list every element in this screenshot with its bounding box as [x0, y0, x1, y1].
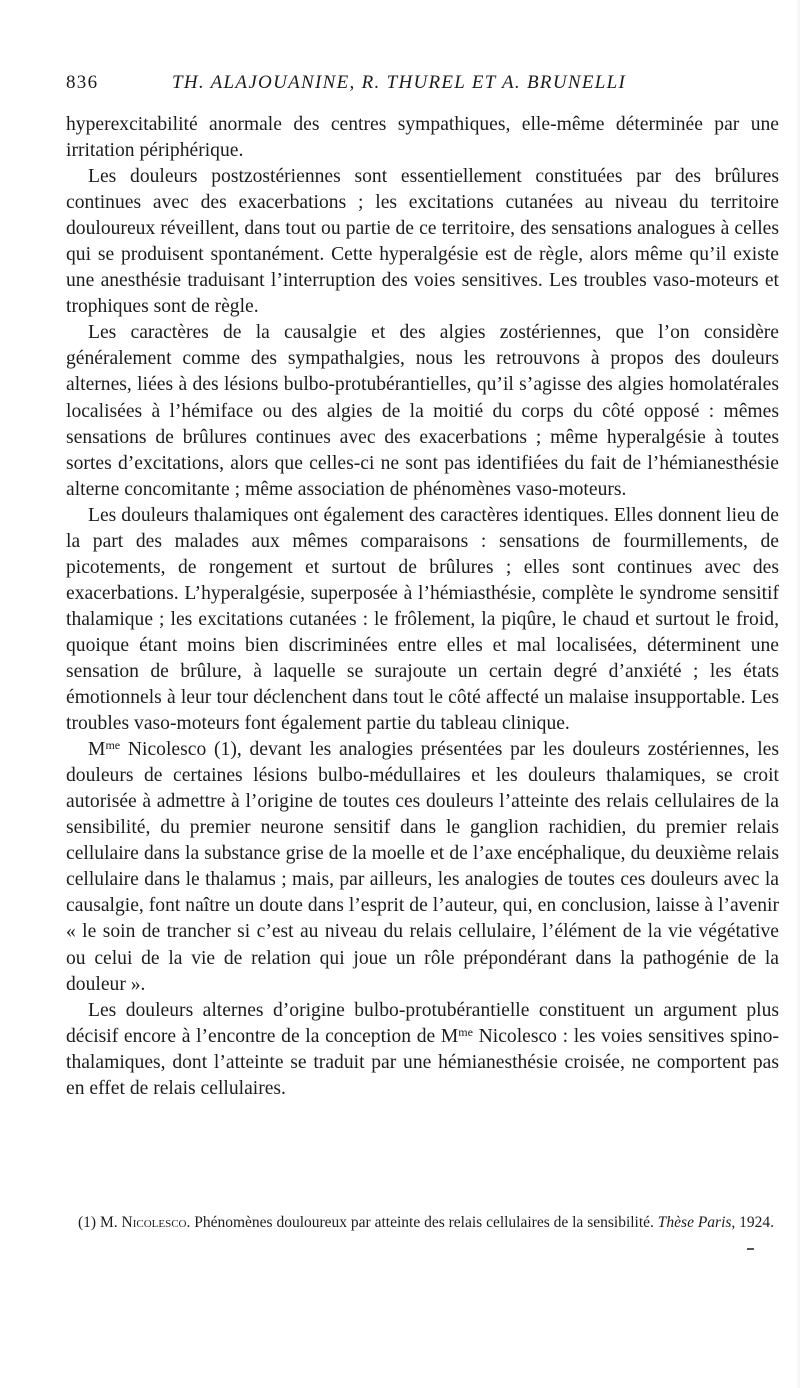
footnote-initial: M.	[99, 1214, 118, 1231]
footnote-area	[66, 1213, 779, 1232]
honorific-sup: me	[105, 738, 121, 753]
footnote-title: Phénomènes douloureux par atteinte des relais cellulaires de la sensibilité.	[194, 1214, 654, 1231]
honorific-base: M	[88, 739, 106, 761]
footnote-author: Nicolesco.	[121, 1214, 191, 1231]
paragraph-thalamic-pain: Les douleurs thalamiques ont également des caractères identiques. Elles donnent lieu de la part des malades aux mêmes comparaisons : sensations de fourmillements, de picotements, de rongement et surtout de brûlures ; elles sont continues avec des exacerbations. L’hyperalgésie, superposée à l’hémiasthésie, complète le syndrome sensitif thalamique ; les excitations cutanées : le frôlement, la piqûre, le chaud et surtout le froid, quoique étant moins bien discriminées entre elles et mal localisées, déterminent une sensation de brûlure, à laquelle se surajoute un certain degré d’anxiété ; les états émotionnels à leur tour déclenchent dans tout le côté affecté un malaise insupportable. Les troubles vaso-moteurs font également partie du tableau clinique.	[66, 504, 779, 735]
running-head	[66, 72, 771, 96]
paragraph-postzoster-pain: Les douleurs postzostériennes sont essentiellement constituées par des brûlures continues avec des exacerbations ; les excitations cutanées au niveau du territoire douloureux réveillent, dans tout ou partie de ce territoire, des sensations analogues à celles qui se produisent spontanément. Cette hyperalgésie est de règle, alors même qu’il existe une anesthésie traduisant l’interruption des voies sensitives. Les troubles vaso-moteurs et trophiques sont de règle.	[66, 166, 779, 318]
footnote	[66, 1213, 779, 1232]
honorific-mme-2	[441, 1026, 473, 1047]
page-number: 836	[66, 72, 99, 93]
paragraph-causalgia: Les caractères de la causalgie et des algies zostériennes, que l’on considère généralement comme des sympathalgies, nous les retrouvons à propos des douleurs alternes, liées à des lésions bulbo-protubérantielles, qu’il s’agisse des algies homolatérales localisées à l’hémiface ou des algies de la moitié du corps du côté opposé : mêmes sensations de brûlures continues avec des exacerbations ; même hyperalgésie à toutes sortes d’excitations, alors que celles-ci ne sont pas identifiées du fait de l’hémianesthésie alterne concomitante ; même association de phénomènes vaso-moteurs.	[66, 322, 779, 500]
paragraph-nicolesco-text: Nicolesco (1), devant les analogies présentées par les douleurs zostériennes, les douleurs de certaines lésions bulbo-médullaires et les douleurs thalamiques, se croit autorisée à admettre à l’origine de toutes ces douleurs l’atteinte des relais cellulaires de la sensibilité, du premier neurone sensitif dans le ganglion rachidien, du premier relais cellulaire dans la substance grise de la moelle et de l’axe encéphalique, du deuxième relais cellulaire dans le thalamus ; mais, par ailleurs, les analogies de toutes ces douleurs avec la causalgie, font naître un doute dans l’esprit de l’auteur, qui, en conclusion, laisse à l’avenir « le soin de trancher si c’est au niveau du relais cellulaire, l’élément de la vie végétative ou celui de la vie de relation qui joue un rôle prépondérant dans la pathogénie de la douleur ».	[66, 739, 779, 995]
honorific-sup-2: me	[458, 1024, 473, 1039]
footnote-year: 1924.	[739, 1214, 775, 1231]
running-head-authors: TH. ALAJOUANINE, R. THUREL ET A. BRUNELLI	[172, 72, 627, 93]
footnote-thesis: Thèse Paris,	[657, 1214, 736, 1231]
honorific-mme	[88, 739, 120, 760]
paragraph-continuation: hyperexcitabilité anormale des centres sympathiques, elle-même déterminée par une irritation périphérique.	[66, 114, 779, 162]
paragraph-alternate-pain	[66, 998, 779, 1102]
body-text	[66, 112, 779, 1102]
footnote-marker: (1)	[78, 1214, 97, 1231]
print-mark	[747, 1248, 754, 1250]
honorific-base-2: M	[440, 1025, 459, 1047]
page-edge-shadow	[796, 0, 800, 1388]
paragraph-alternate-pain-text-a: Les douleurs alternes d’origine bulbo-protubérantielle constituent un argument plus décisif encore à l’encontre de la conception de	[66, 999, 779, 1047]
paragraph-alternate-pain-text-b: Nicolesco : les voies sensitives spino-thalamiques, dont l’atteinte se traduit par une hémianesthésie croisée, ne comportent pas en effet de relais cellulaires.	[66, 1025, 779, 1099]
paragraph-nicolesco	[66, 737, 779, 997]
